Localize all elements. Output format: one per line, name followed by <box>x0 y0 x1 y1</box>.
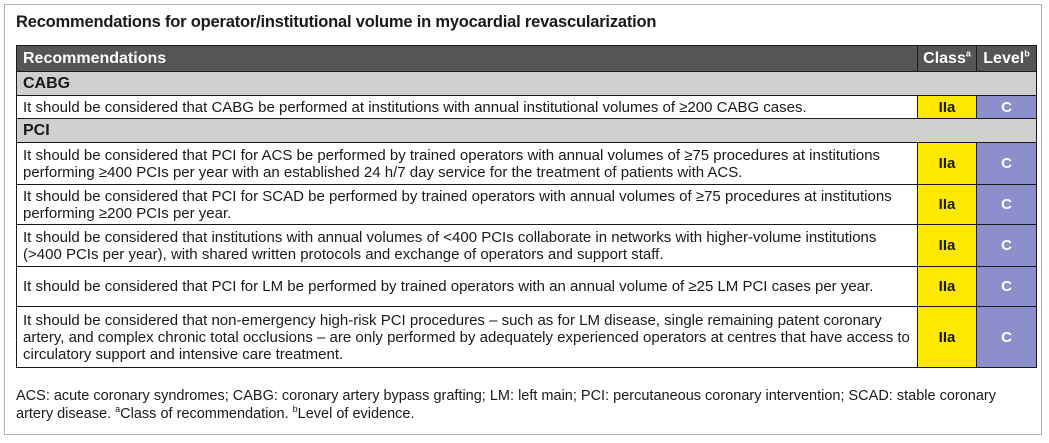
level-badge: C <box>977 225 1037 267</box>
recommendation-text: It should be considered that institutions with annual volumes of <400 PCIs collaborate in networks with higher-volume institutions (>400 PCIs per year), with shared written protocols and exchange of operators and support staff. <box>17 225 918 267</box>
footnote-marker-b: b <box>292 404 298 415</box>
recommendation-text: It should be considered that CABG be performed at institutions with annual institutional volumes of ≥200 CABG cases. <box>17 96 918 119</box>
table-row <box>17 267 1037 307</box>
class-badge: IIa <box>918 143 977 185</box>
level-badge: C <box>977 185 1037 225</box>
recommendation-text: It should be considered that PCI for ACS be performed by trained operators with annual volumes of ≥75 procedures at institutions performing ≥400 PCIs per year with an established 24 h/7 day service for the treatment of patients with ACS. <box>17 143 918 185</box>
class-badge: IIa <box>918 267 977 307</box>
table-title: Recommendations for operator/institutional volume in myocardial revascularization <box>16 13 657 31</box>
class-badge: IIa <box>918 96 977 119</box>
class-badge: IIa <box>918 307 977 368</box>
table-footnote <box>16 387 1036 423</box>
table-box <box>4 4 1042 435</box>
section-label: CABG <box>17 72 1037 96</box>
header-class <box>918 46 977 72</box>
class-badge: IIa <box>918 185 977 225</box>
header-class-label: Class <box>923 49 966 67</box>
footnote-marker-a: a <box>115 404 121 415</box>
section-row-cabg <box>17 72 1037 96</box>
header-level <box>977 46 1037 72</box>
level-badge: C <box>977 307 1037 368</box>
section-label: PCI <box>17 119 1037 143</box>
table-row <box>17 307 1037 368</box>
class-badge: IIa <box>918 225 977 267</box>
header-level-label: Level <box>983 49 1025 67</box>
header-level-sup: b <box>1024 48 1030 59</box>
header-class-sup: a <box>965 48 971 59</box>
recommendation-text: It should be considered that PCI for LM be performed by trained operators with an annual volume of ≥25 LM PCI cases per year. <box>17 267 918 307</box>
level-badge: C <box>977 96 1037 119</box>
level-badge: C <box>977 267 1037 307</box>
recommendation-text: It should be considered that non-emergency high-risk PCI procedures – such as for LM disease, single remaining patent coronary artery, and complex chronic total occlusions – are only performed by adequately experienced operators at centres that have access to circulatory support and intensive care treatment. <box>17 307 918 368</box>
section-row-pci <box>17 119 1037 143</box>
table-row <box>17 143 1037 185</box>
recommendations-table <box>16 45 1037 368</box>
footnote-abbreviations: ACS: acute coronary syndromes; CABG: coronary artery bypass grafting; LM: left main; PCI: percutaneous coronary intervention; SCAD: stable coronary artery disease. <box>16 388 996 422</box>
header-row <box>17 46 1037 72</box>
header-recommendations: Recommendations <box>17 46 918 72</box>
table-row <box>17 185 1037 225</box>
table-row <box>17 96 1037 119</box>
recommendation-text: It should be considered that PCI for SCAD be performed by trained operators with annual volumes of ≥75 procedures at institutions performing ≥200 PCIs per year. <box>17 185 918 225</box>
footnote-note-b: Level of evidence. <box>297 406 415 422</box>
table-row <box>17 225 1037 267</box>
footnote-note-a: Class of recommendation. <box>120 406 289 422</box>
level-badge: C <box>977 143 1037 185</box>
